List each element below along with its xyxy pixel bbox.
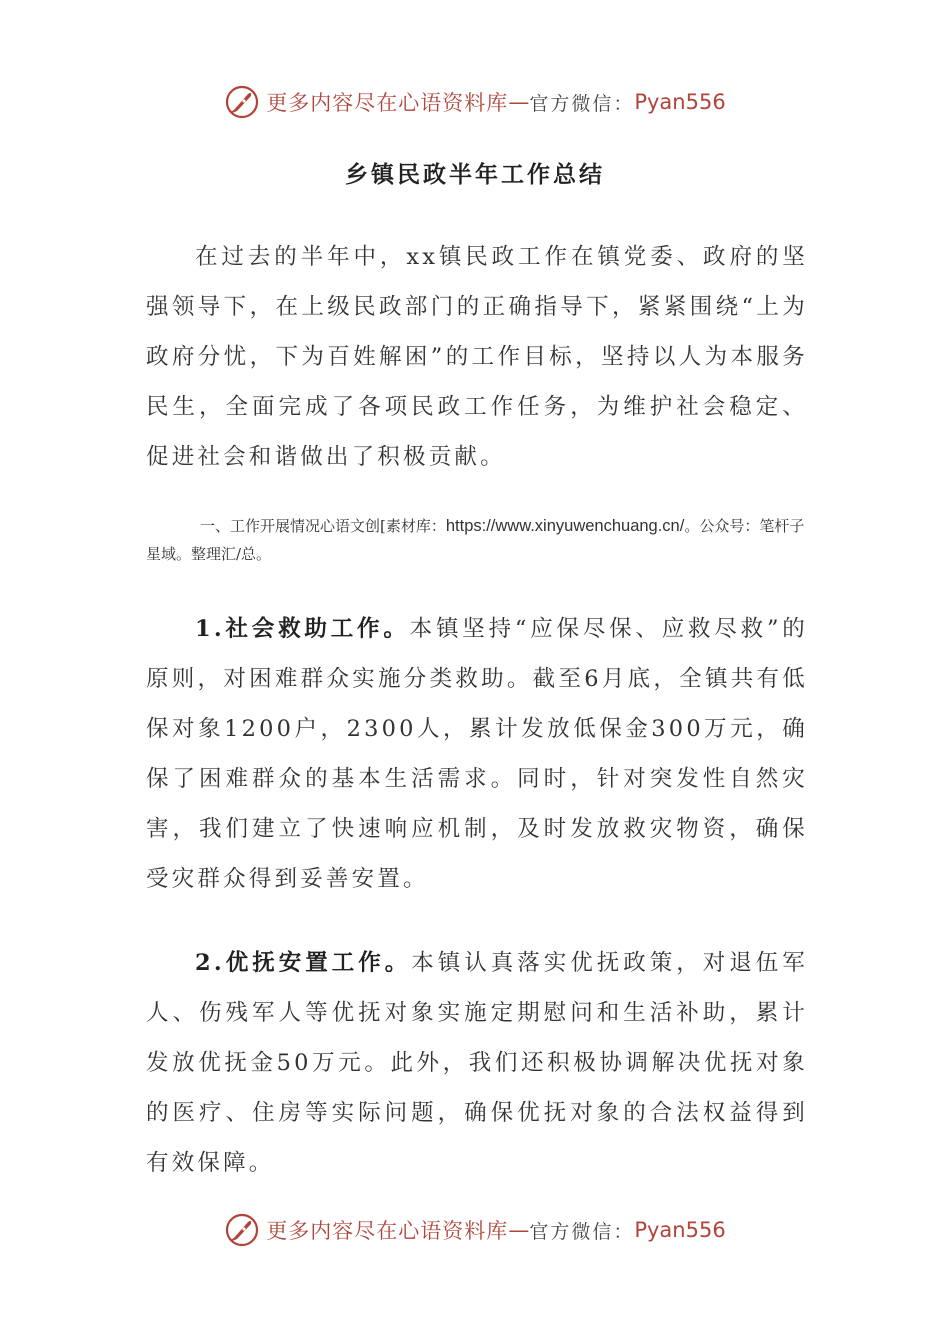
item2-heading: 2.优抚安置工作。 xyxy=(195,950,412,976)
banner-wechat-id: Pyan556 xyxy=(634,90,726,114)
footer-wechat-id: Pyan556 xyxy=(634,1218,726,1242)
banner-dash: — xyxy=(508,90,530,114)
item-preferential-care xyxy=(146,938,808,1188)
note-suffix: 。公众号：笔杆子星域。整理汇/总。 xyxy=(146,517,805,563)
intro-paragraph: 在过去的半年中，xx镇民政工作在镇党委、政府的坚强领导下，在上级民政部门的正确指导下，紧紧围绕“上为政府分忧，下为百姓解困”的工作目标，坚持以人为本服务民生，全面完成了各项民政工作任务，为维护社会稳定、促进社会和谐做出了积极贡献。 xyxy=(146,244,808,470)
note-prefix: 一、工作开展情况心语文创[素材库： xyxy=(200,517,446,535)
note-url: https://www.xinyuwenchuang.cn/ xyxy=(445,517,685,535)
quill-pen-logo-icon xyxy=(224,84,260,120)
footer-banner xyxy=(0,1208,950,1252)
document-title: 乡镇民政半年工作总结 xyxy=(345,161,605,188)
quill-pen-logo-icon xyxy=(224,1212,260,1248)
footer-site-text: 更多内容尽在心语资料库 xyxy=(266,1219,509,1243)
item2-body: 本镇认真落实优抚政策，对退伍军人、伤残军人等优抚对象实施定期慰问和生活补助，累计发放优抚金50万元。此外，我们还积极协调解决优抚对象的医疗、住房等实际问题，确保优抚对象的合法权益得到有效保障。 xyxy=(146,950,808,1176)
item1-heading: 1.社会救助工作。 xyxy=(195,616,410,642)
item-social-assistance xyxy=(146,604,808,904)
footer-dash: — xyxy=(508,1218,530,1242)
section-heading-note xyxy=(146,512,816,568)
banner-wechat-label: 官方微信： xyxy=(529,92,635,115)
banner-site-text: 更多内容尽在心语资料库 xyxy=(266,91,509,115)
header-banner xyxy=(0,80,950,124)
footer-wechat-label: 官方微信： xyxy=(529,1220,635,1243)
item1-body: 本镇坚持“应保尽保、应救尽救”的原则，对困难群众实施分类救助。截至6月底，全镇共有低保对象1200户，2300人，累计发放低保金300万元，确保了困难群众的基本生活需求。同时，针对突发性自然灾害，我们建立了快速响应机制，及时发放救灾物资，确保受灾群众得到妥善安置。 xyxy=(146,616,808,892)
